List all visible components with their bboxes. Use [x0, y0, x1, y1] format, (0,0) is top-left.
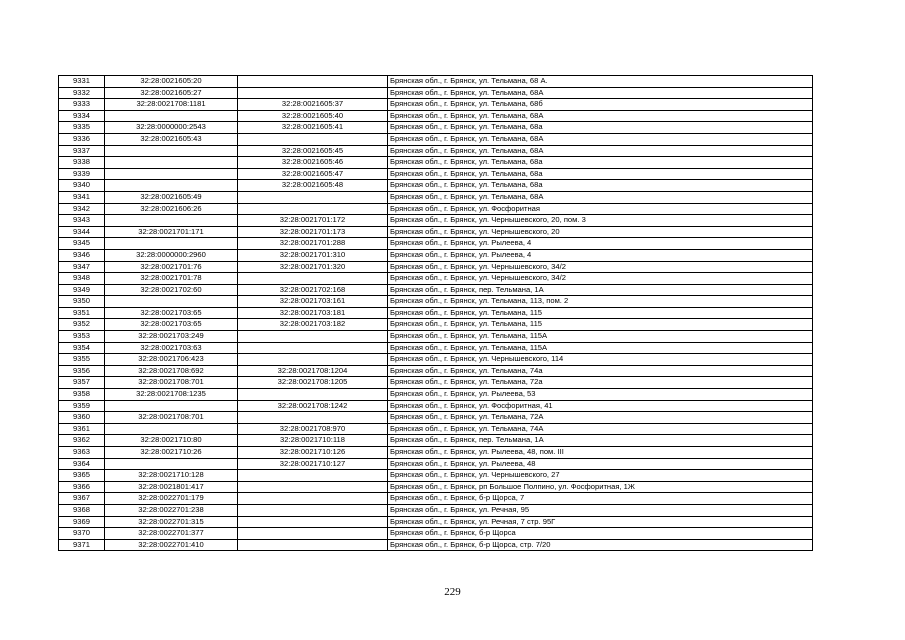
- address-cell: Брянская обл., г. Брянск, ул. Фосфоритная: [388, 203, 813, 215]
- cadastral-number-cell: [105, 110, 238, 122]
- table-row: [59, 76, 813, 88]
- cadastral-number-cell: 32:28:0021605:27: [105, 87, 238, 99]
- cadastral-number-cell: 32:28:0021703:63: [105, 342, 238, 354]
- address-cell: Брянская обл., г. Брянск, ул. Тельмана, 68А: [388, 133, 813, 145]
- row-number-cell: 9349: [59, 284, 105, 296]
- table-row: [59, 400, 813, 412]
- related-cadastral-number-cell: 32:28:0021605:41: [238, 122, 388, 134]
- table-row: [59, 226, 813, 238]
- table-row: [59, 249, 813, 261]
- related-cadastral-number-cell: 32:28:0021701:288: [238, 238, 388, 250]
- cadastral-number-cell: 32:28:0021708:1235: [105, 389, 238, 401]
- address-cell: Брянская обл., г. Брянск, ул. Чернышевского, 114: [388, 354, 813, 366]
- table-row: [59, 273, 813, 285]
- cadastral-number-cell: [105, 296, 238, 308]
- row-number-cell: 9351: [59, 307, 105, 319]
- row-number-cell: 9332: [59, 87, 105, 99]
- address-cell: Брянская обл., г. Брянск, ул. Тельмана, 72а: [388, 377, 813, 389]
- cadastral-number-cell: 32:28:0000000:2543: [105, 122, 238, 134]
- related-cadastral-number-cell: 32:28:0021605:47: [238, 168, 388, 180]
- row-number-cell: 9369: [59, 516, 105, 528]
- table-row: [59, 354, 813, 366]
- address-cell: Брянская обл., г. Брянск, ул. Чернышевского, 20: [388, 226, 813, 238]
- cadastral-number-cell: 32:28:0021703:65: [105, 319, 238, 331]
- cadastral-number-cell: 32:28:0021710:80: [105, 435, 238, 447]
- row-number-cell: 9355: [59, 354, 105, 366]
- cadastral-number-cell: 32:28:0021702:60: [105, 284, 238, 296]
- row-number-cell: 9333: [59, 99, 105, 111]
- table-row: [59, 423, 813, 435]
- related-cadastral-number-cell: [238, 481, 388, 493]
- address-cell: Брянская обл., г. Брянск, ул. Чернышевского, 34/2: [388, 261, 813, 273]
- related-cadastral-number-cell: [238, 87, 388, 99]
- cadastral-number-cell: 32:28:0021710:128: [105, 470, 238, 482]
- address-cell: Брянская обл., г. Брянск, ул. Тельмана, 68а: [388, 122, 813, 134]
- table-row: [59, 133, 813, 145]
- related-cadastral-number-cell: [238, 389, 388, 401]
- table-row: [59, 168, 813, 180]
- row-number-cell: 9356: [59, 365, 105, 377]
- row-number-cell: 9371: [59, 539, 105, 551]
- related-cadastral-number-cell: [238, 516, 388, 528]
- row-number-cell: 9358: [59, 389, 105, 401]
- row-number-cell: 9334: [59, 110, 105, 122]
- address-cell: Брянская обл., г. Брянск, ул. Тельмана, 68а: [388, 180, 813, 192]
- row-number-cell: 9359: [59, 400, 105, 412]
- row-number-cell: 9342: [59, 203, 105, 215]
- cadastral-number-cell: 32:28:0021605:20: [105, 76, 238, 88]
- address-cell: Брянская обл., г. Брянск, ул. Тельмана, 115: [388, 319, 813, 331]
- related-cadastral-number-cell: 32:28:0021702:168: [238, 284, 388, 296]
- related-cadastral-number-cell: [238, 493, 388, 505]
- table-row: [59, 307, 813, 319]
- address-cell: Брянская обл., г. Брянск, ул. Речная, 95: [388, 504, 813, 516]
- row-number-cell: 9352: [59, 319, 105, 331]
- cadastral-number-cell: 32:28:0021708:1181: [105, 99, 238, 111]
- table-row: [59, 365, 813, 377]
- row-number-cell: 9347: [59, 261, 105, 273]
- related-cadastral-number-cell: 32:28:0021701:320: [238, 261, 388, 273]
- row-number-cell: 9346: [59, 249, 105, 261]
- related-cadastral-number-cell: 32:28:0021708:1242: [238, 400, 388, 412]
- row-number-cell: 9353: [59, 331, 105, 343]
- row-number-cell: 9339: [59, 168, 105, 180]
- address-cell: Брянская обл., г. Брянск, ул. Рылеева, 4: [388, 238, 813, 250]
- cadastral-number-cell: 32:28:0000000:2960: [105, 249, 238, 261]
- property-register-table: [58, 75, 813, 551]
- related-cadastral-number-cell: [238, 76, 388, 88]
- cadastral-number-cell: 32:28:0021708:701: [105, 377, 238, 389]
- row-number-cell: 9368: [59, 504, 105, 516]
- table-row: [59, 528, 813, 540]
- cadastral-number-cell: [105, 145, 238, 157]
- row-number-cell: 9364: [59, 458, 105, 470]
- related-cadastral-number-cell: [238, 539, 388, 551]
- address-cell: Брянская обл., г. Брянск, б-р Щорса, 7: [388, 493, 813, 505]
- related-cadastral-number-cell: 32:28:0021708:1204: [238, 365, 388, 377]
- address-cell: Брянская обл., г. Брянск, пер. Тельмана, 1А: [388, 284, 813, 296]
- table-row: [59, 412, 813, 424]
- row-number-cell: 9366: [59, 481, 105, 493]
- page-number: 229: [444, 586, 461, 598]
- related-cadastral-number-cell: 32:28:0021605:40: [238, 110, 388, 122]
- address-cell: Брянская обл., г. Брянск, ул. Тельмана, 68А: [388, 145, 813, 157]
- table-row: [59, 110, 813, 122]
- table-row: [59, 284, 813, 296]
- address-cell: Брянская обл., г. Брянск, ул. Тельмана, 115А: [388, 342, 813, 354]
- related-cadastral-number-cell: [238, 528, 388, 540]
- table-row: [59, 87, 813, 99]
- row-number-cell: 9360: [59, 412, 105, 424]
- row-number-cell: 9363: [59, 447, 105, 459]
- table-row: [59, 238, 813, 250]
- row-number-cell: 9370: [59, 528, 105, 540]
- cadastral-number-cell: [105, 400, 238, 412]
- address-cell: Брянская обл., г. Брянск, ул. Тельмана, 74а: [388, 365, 813, 377]
- table-row: [59, 99, 813, 111]
- table-row: [59, 191, 813, 203]
- related-cadastral-number-cell: 32:28:0021701:172: [238, 215, 388, 227]
- row-number-cell: 9338: [59, 157, 105, 169]
- related-cadastral-number-cell: 32:28:0021708:970: [238, 423, 388, 435]
- address-cell: Брянская обл., г. Брянск, б-р Щорса: [388, 528, 813, 540]
- row-number-cell: 9344: [59, 226, 105, 238]
- related-cadastral-number-cell: 32:28:0021701:310: [238, 249, 388, 261]
- address-cell: Брянская обл., г. Брянск, ул. Чернышевского, 20, пом. 3: [388, 215, 813, 227]
- address-cell: Брянская обл., г. Брянск, ул. Чернышевского, 34/2: [388, 273, 813, 285]
- address-cell: Брянская обл., г. Брянск, ул. Речная, 7 стр. 95Г: [388, 516, 813, 528]
- cadastral-number-cell: [105, 423, 238, 435]
- address-cell: Брянская обл., г. Брянск, ул. Фосфоритная, 41: [388, 400, 813, 412]
- table-row: [59, 215, 813, 227]
- related-cadastral-number-cell: 32:28:0021701:173: [238, 226, 388, 238]
- related-cadastral-number-cell: 32:28:0021703:161: [238, 296, 388, 308]
- table-row: [59, 481, 813, 493]
- table-row: [59, 516, 813, 528]
- related-cadastral-number-cell: 32:28:0021605:48: [238, 180, 388, 192]
- table-row: [59, 342, 813, 354]
- address-cell: Брянская обл., г. Брянск, ул. Тельмана, 68А: [388, 110, 813, 122]
- table-row: [59, 458, 813, 470]
- related-cadastral-number-cell: 32:28:0021605:37: [238, 99, 388, 111]
- cadastral-number-cell: 32:28:0021605:43: [105, 133, 238, 145]
- address-cell: Брянская обл., г. Брянск, б-р Щорса, стр. 7/20: [388, 539, 813, 551]
- table-row: [59, 261, 813, 273]
- table-row: [59, 180, 813, 192]
- cadastral-number-cell: 32:28:0021606:26: [105, 203, 238, 215]
- related-cadastral-number-cell: [238, 412, 388, 424]
- cadastral-number-cell: [105, 180, 238, 192]
- cadastral-number-cell: 32:28:0021801:417: [105, 481, 238, 493]
- cadastral-number-cell: [105, 458, 238, 470]
- table-row: [59, 447, 813, 459]
- related-cadastral-number-cell: [238, 191, 388, 203]
- related-cadastral-number-cell: 32:28:0021605:45: [238, 145, 388, 157]
- related-cadastral-number-cell: [238, 504, 388, 516]
- row-number-cell: 9340: [59, 180, 105, 192]
- table-row: [59, 539, 813, 551]
- address-cell: Брянская обл., г. Брянск, ул. Тельмана, 115: [388, 307, 813, 319]
- cadastral-number-cell: 32:28:0021701:76: [105, 261, 238, 273]
- row-number-cell: 9365: [59, 470, 105, 482]
- cadastral-number-cell: 32:28:0021706:423: [105, 354, 238, 366]
- cadastral-number-cell: 32:28:0021708:701: [105, 412, 238, 424]
- cadastral-number-cell: 32:28:0022701:179: [105, 493, 238, 505]
- table-row: [59, 389, 813, 401]
- table-row: [59, 145, 813, 157]
- cadastral-number-cell: [105, 157, 238, 169]
- related-cadastral-number-cell: [238, 273, 388, 285]
- row-number-cell: 9361: [59, 423, 105, 435]
- related-cadastral-number-cell: [238, 133, 388, 145]
- address-cell: Брянская обл., г. Брянск, ул. Рылеева, 53: [388, 389, 813, 401]
- cadastral-number-cell: [105, 238, 238, 250]
- table-row: [59, 331, 813, 343]
- related-cadastral-number-cell: 32:28:0021710:118: [238, 435, 388, 447]
- row-number-cell: 9335: [59, 122, 105, 134]
- address-cell: Брянская обл., г. Брянск, ул. Рылеева, 48: [388, 458, 813, 470]
- cadastral-number-cell: 32:28:0021703:249: [105, 331, 238, 343]
- row-number-cell: 9337: [59, 145, 105, 157]
- address-cell: Брянская обл., г. Брянск, ул. Тельмана, 113, пом. 2: [388, 296, 813, 308]
- address-cell: Брянская обл., г. Брянск, ул. Тельмана, 74А: [388, 423, 813, 435]
- cadastral-number-cell: [105, 215, 238, 227]
- related-cadastral-number-cell: [238, 342, 388, 354]
- address-cell: Брянская обл., г. Брянск, ул. Рылеева, 48, пом. III: [388, 447, 813, 459]
- related-cadastral-number-cell: 32:28:0021605:46: [238, 157, 388, 169]
- table-row: [59, 203, 813, 215]
- related-cadastral-number-cell: [238, 470, 388, 482]
- address-cell: Брянская обл., г. Брянск, ул. Рылеева, 4: [388, 249, 813, 261]
- row-number-cell: 9331: [59, 76, 105, 88]
- address-cell: Брянская обл., г. Брянск, ул. Тельмана, 68а: [388, 157, 813, 169]
- cadastral-number-cell: 32:28:0021605:49: [105, 191, 238, 203]
- cadastral-number-cell: 32:28:0022701:410: [105, 539, 238, 551]
- row-number-cell: 9354: [59, 342, 105, 354]
- related-cadastral-number-cell: [238, 331, 388, 343]
- row-number-cell: 9343: [59, 215, 105, 227]
- related-cadastral-number-cell: 32:28:0021703:181: [238, 307, 388, 319]
- table-row: [59, 122, 813, 134]
- address-cell: Брянская обл., г. Брянск, ул. Тельмана, 68 А.: [388, 76, 813, 88]
- address-cell: Брянская обл., г. Брянск, рп Большое Полпино, ул. Фосфоритная, 1Ж: [388, 481, 813, 493]
- cadastral-number-cell: [105, 168, 238, 180]
- address-cell: Брянская обл., г. Брянск, ул. Тельмана, 115А: [388, 331, 813, 343]
- address-cell: Брянская обл., г. Брянск, ул. Тельмана, 68А: [388, 87, 813, 99]
- table-row: [59, 470, 813, 482]
- row-number-cell: 9348: [59, 273, 105, 285]
- table-body: [59, 76, 813, 551]
- cadastral-number-cell: 32:28:0021701:171: [105, 226, 238, 238]
- address-cell: Брянская обл., г. Брянск, ул. Тельмана, 68А: [388, 191, 813, 203]
- cadastral-number-cell: 32:28:0021708:692: [105, 365, 238, 377]
- row-number-cell: 9350: [59, 296, 105, 308]
- address-cell: Брянская обл., г. Брянск, ул. Тельмана, 68а: [388, 168, 813, 180]
- cadastral-number-cell: 32:28:0022701:377: [105, 528, 238, 540]
- related-cadastral-number-cell: 32:28:0021710:126: [238, 447, 388, 459]
- related-cadastral-number-cell: [238, 203, 388, 215]
- row-number-cell: 9362: [59, 435, 105, 447]
- table-row: [59, 157, 813, 169]
- related-cadastral-number-cell: 32:28:0021703:182: [238, 319, 388, 331]
- row-number-cell: 9345: [59, 238, 105, 250]
- table-row: [59, 377, 813, 389]
- related-cadastral-number-cell: [238, 354, 388, 366]
- row-number-cell: 9341: [59, 191, 105, 203]
- table-row: [59, 504, 813, 516]
- table-row: [59, 435, 813, 447]
- row-number-cell: 9336: [59, 133, 105, 145]
- cadastral-number-cell: 32:28:0021703:65: [105, 307, 238, 319]
- address-cell: Брянская обл., г. Брянск, ул. Тельмана, 72А: [388, 412, 813, 424]
- table-row: [59, 296, 813, 308]
- row-number-cell: 9367: [59, 493, 105, 505]
- cadastral-number-cell: 32:28:0021710:26: [105, 447, 238, 459]
- cadastral-number-cell: 32:28:0022701:238: [105, 504, 238, 516]
- table-row: [59, 319, 813, 331]
- address-cell: Брянская обл., г. Брянск, пер. Тельмана, 1А: [388, 435, 813, 447]
- table-row: [59, 493, 813, 505]
- cadastral-number-cell: 32:28:0021701:78: [105, 273, 238, 285]
- row-number-cell: 9357: [59, 377, 105, 389]
- related-cadastral-number-cell: 32:28:0021708:1205: [238, 377, 388, 389]
- cadastral-number-cell: 32:28:0022701:315: [105, 516, 238, 528]
- address-cell: Брянская обл., г. Брянск, ул. Тельмана, 68б: [388, 99, 813, 111]
- related-cadastral-number-cell: 32:28:0021710:127: [238, 458, 388, 470]
- address-cell: Брянская обл., г. Брянск, ул. Чернышевского, 27: [388, 470, 813, 482]
